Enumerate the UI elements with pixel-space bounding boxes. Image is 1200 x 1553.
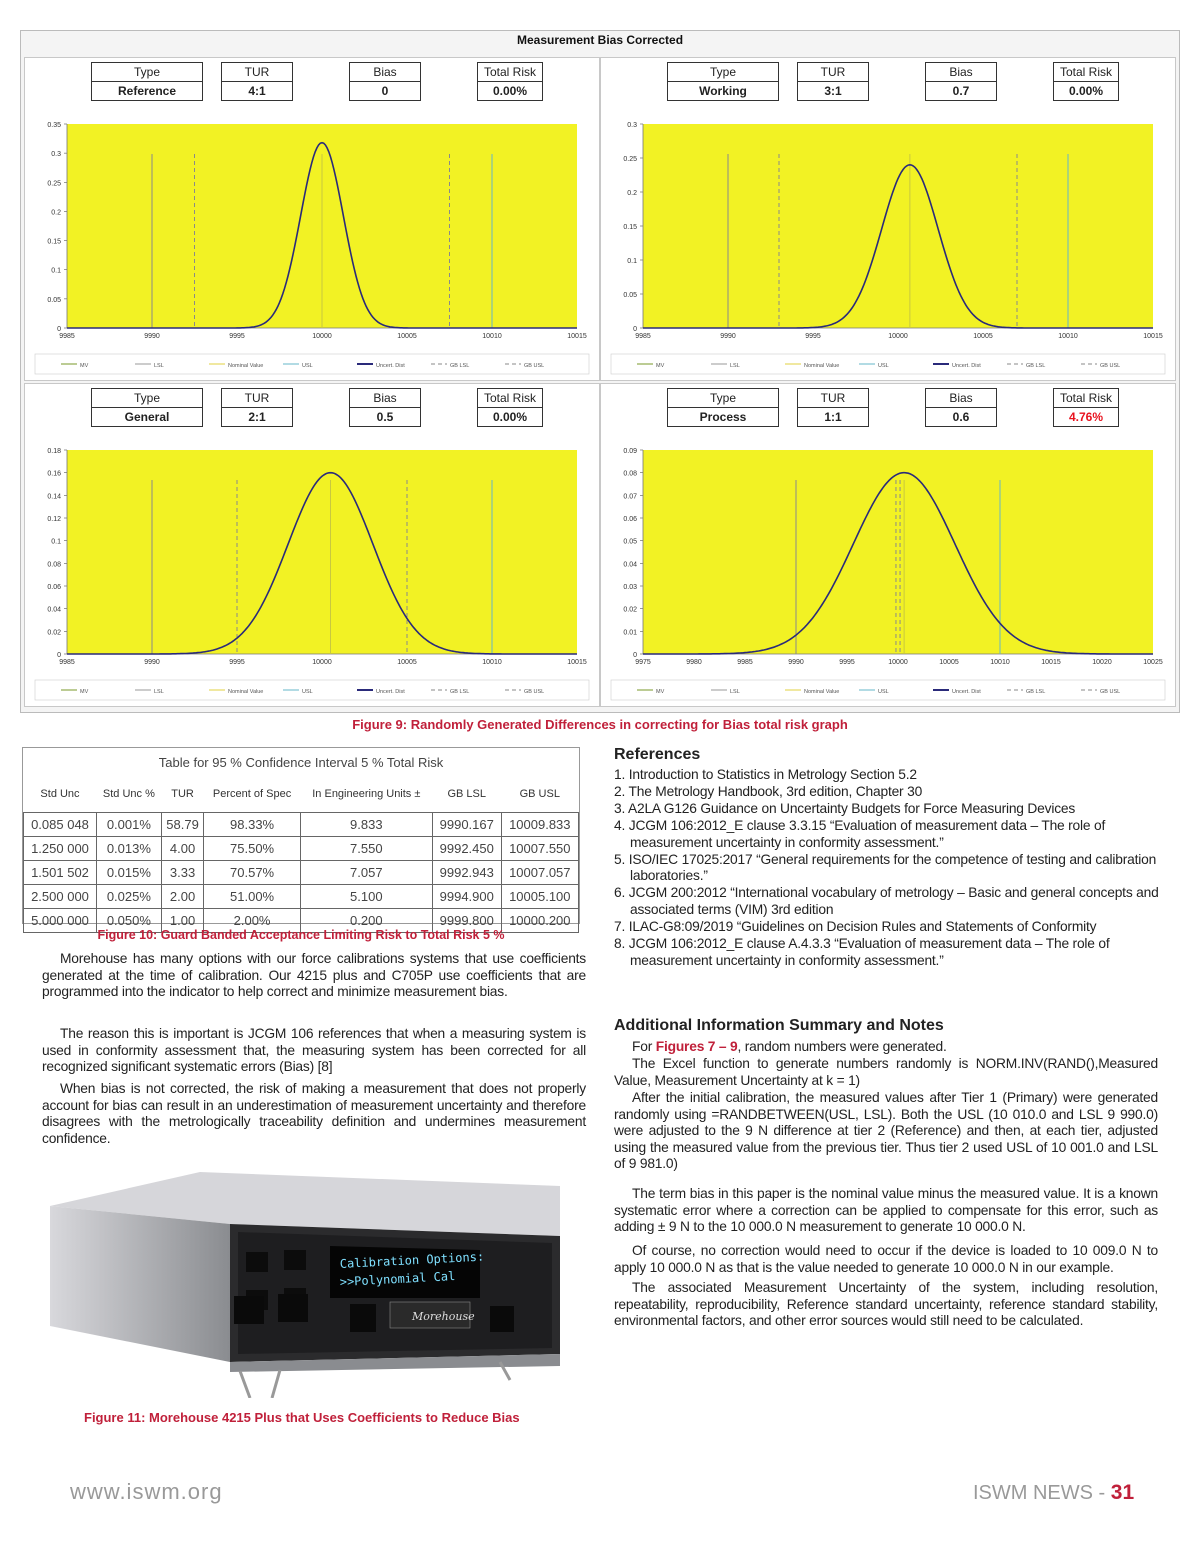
- reference-item: 4. JCGM 106:2012_E clause 3.3.15 “Evaluation of measurement data – The role of measurement uncertainty in conformity assessment.”: [614, 817, 1106, 850]
- x-tick-label: 10025: [1143, 659, 1163, 666]
- table-cell: 1.250 000: [24, 837, 97, 861]
- info-box-value: 0.7: [952, 84, 970, 98]
- footer-publication: ISWM NEWS - 31: [973, 1481, 1135, 1504]
- body-paragraph-1: Morehouse has many options with our force calibrations systems that use coefficients generated at the time of calibration. Our 4215 plus and C705P use coefficients that are programmed into the indicator to help correct and minimize measurement bias.: [42, 951, 586, 1000]
- plot-area: [67, 450, 577, 654]
- legend-label: Nominal Value: [804, 689, 840, 695]
- info-box-header: TUR: [798, 63, 868, 82]
- x-tick-label: 10000: [312, 333, 332, 340]
- info-box-header: Total Risk: [478, 63, 542, 82]
- reset-button: [284, 1250, 306, 1270]
- table-cell: 58.79: [161, 813, 204, 837]
- info-box-value: 4.76%: [1068, 410, 1104, 424]
- info-box-value: 0.5: [376, 410, 394, 424]
- table-header-cell: TUR: [171, 787, 194, 800]
- table-cell: 10000.200: [501, 909, 578, 933]
- info-box-header: Type: [668, 63, 778, 82]
- y-tick-label: 0.05: [623, 538, 637, 546]
- legend-label: Nominal Value: [804, 363, 840, 369]
- table-cell: 9992.450: [432, 837, 501, 861]
- additional-paragraph-6: The associated Measurement Uncertainty of the system, including resolution, repeatability, reproducibility, Reference standard uncertainty, reference standard stability, environmental factors, and other error sources would still need to be calculated.: [614, 1280, 1158, 1329]
- info-box-header: Bias: [350, 63, 420, 82]
- risk-chart-reference: [24, 57, 600, 381]
- table-cell: 9990.167: [432, 813, 501, 837]
- x-tick-label: 10010: [482, 659, 502, 666]
- y-tick-label: 0.15: [623, 224, 637, 231]
- y-tick-label: 0.1: [51, 267, 61, 275]
- x-tick-label: 10015: [1143, 333, 1163, 340]
- info-box-value: Process: [699, 410, 747, 424]
- info-box-header: Type: [92, 389, 202, 408]
- y-tick-label: 0.07: [623, 493, 637, 501]
- x-tick-label: 10010: [990, 659, 1010, 666]
- legend-label: GB USL: [524, 363, 545, 369]
- figure-10-table: [22, 747, 580, 928]
- x-tick-label: 9975: [635, 659, 651, 666]
- reference-item: 8. JCGM 106:2012_E clause A.4.3.3 “Evaluation of measurement data – The role of measurement uncertainty in conformity assessment.”: [614, 936, 1110, 968]
- legend-label: Uncert. Dist: [376, 363, 405, 369]
- table-cell: 10007.057: [501, 861, 578, 885]
- figure-10-caption: Figure 10: Guard Banded Acceptance Limiting Risk to Total Risk 5 %: [97, 928, 505, 942]
- view-button: [234, 1296, 264, 1324]
- info-box-value: General: [124, 410, 170, 424]
- info-box-value: Reference: [117, 84, 177, 98]
- table-title: Table for 95 % Confidence Interval 5 % Total Risk: [158, 754, 444, 770]
- y-tick-label: 0.14: [47, 493, 61, 501]
- y-tick-label: 0.1: [627, 258, 637, 265]
- table-cell: 3.33: [161, 861, 204, 885]
- legend-label: GB LSL: [1026, 363, 1046, 369]
- y-tick-label: 0.2: [51, 209, 61, 217]
- y-tick-label: 0.09: [623, 448, 637, 455]
- y-tick-label: 0.04: [623, 561, 637, 569]
- table-cell: 75.50%: [204, 837, 300, 861]
- plot-area: [643, 450, 1153, 654]
- legend-label: GB LSL: [450, 689, 470, 695]
- y-tick-label: 0.05: [47, 296, 61, 304]
- y-tick-label: 0.18: [47, 448, 61, 455]
- legend-label: USL: [878, 363, 889, 369]
- additional-info-heading: Additional Information Summary and Notes: [614, 1017, 944, 1034]
- additional-paragraph-2: The Excel function to generate numbers randomly is NORM.INV(RAND(),Measured Value, Measurement Uncertainty at k = 1): [614, 1056, 1158, 1088]
- table-cell: 0.200: [300, 909, 432, 933]
- legend-label: GB LSL: [1026, 689, 1046, 695]
- footer-website[interactable]: www.iswm.org: [70, 1479, 223, 1504]
- table-cell: 0.001%: [97, 813, 162, 837]
- tare-button: [246, 1252, 268, 1272]
- chart-svg: [601, 58, 1175, 380]
- x-tick-label: 9985: [59, 333, 75, 340]
- y-tick-label: 0: [633, 326, 637, 333]
- table-cell: 9.833: [300, 813, 432, 837]
- reference-item: 1. Introduction to Statistics in Metrology Section 5.2: [614, 767, 917, 782]
- info-box-value: 0.00%: [492, 410, 528, 424]
- legend-label: MV: [80, 363, 89, 369]
- info-box-value: Working: [699, 84, 747, 98]
- x-tick-label: 9985: [737, 659, 753, 666]
- y-tick-label: 0: [57, 326, 61, 333]
- legend-label: GB USL: [524, 689, 545, 695]
- x-tick-label: 10005: [397, 333, 417, 340]
- brand-logo: Morehouse: [412, 1310, 475, 1323]
- table-cell: 1.501 502: [24, 861, 97, 885]
- y-tick-label: 0.01: [623, 629, 637, 637]
- y-tick-label: 0: [633, 652, 637, 659]
- y-tick-label: 0.06: [623, 516, 637, 523]
- reference-item: 5. ISO/IEC 17025:2017 “General requirements for the competence of testing and calibration laboratories.”: [614, 851, 1157, 884]
- y-tick-label: 0: [57, 652, 61, 659]
- figures-reference-link[interactable]: Figures 7 – 9: [655, 1039, 738, 1054]
- x-tick-label: 9985: [635, 333, 651, 340]
- x-tick-label: 9995: [805, 333, 821, 340]
- reference-item: 3. A2LA G126 Guidance on Uncertainty Budgets for Force Measuring Devices: [614, 800, 1076, 816]
- chart-svg: [25, 58, 599, 380]
- x-tick-label: 10010: [1058, 333, 1078, 340]
- risk-chart-working: [600, 57, 1176, 381]
- y-tick-label: 0.25: [623, 156, 637, 163]
- y-tick-label: 0.35: [47, 122, 61, 129]
- table-row: [24, 837, 579, 861]
- page-number: 31: [1110, 1481, 1135, 1504]
- legend-label: USL: [302, 363, 313, 369]
- x-tick-label: 10005: [397, 659, 417, 666]
- legend-label: Uncert. Dist: [952, 689, 981, 695]
- x-tick-label: 10000: [312, 659, 332, 666]
- x-tick-label: 9995: [229, 333, 245, 340]
- x-tick-label: 9990: [788, 659, 804, 666]
- info-box-header: Total Risk: [478, 389, 542, 408]
- info-box-header: Type: [668, 389, 778, 408]
- x-tick-label: 10020: [1092, 659, 1112, 666]
- x-tick-label: 9990: [144, 659, 160, 666]
- enter-button: [490, 1306, 514, 1332]
- legend-label: Nominal Value: [228, 689, 264, 695]
- reference-item: 7. ILAC-G8:09/2019 “Guidelines on Decision Rules and Statements of Conformity: [614, 919, 1097, 935]
- references-heading: References: [614, 746, 701, 763]
- risk-chart-general: [24, 383, 600, 707]
- x-tick-label: 10005: [939, 659, 959, 666]
- y-tick-label: 0.16: [47, 470, 61, 478]
- x-tick-label: 9995: [839, 659, 855, 666]
- additional-paragraph-5: Of course, no correction would need to occur if the device is loaded to 10 009.0 N to apply 10 000.0 N as that is the value needed to generate 10 000.0 N in our example.: [614, 1243, 1158, 1275]
- x-tick-label: 10015: [1041, 659, 1061, 666]
- table-cell: 9994.900: [432, 885, 501, 909]
- additional-paragraph-4: The term bias in this paper is the nominal value minus the measured value. It is a known systematic error where a correction can be applied to compensate for this error, such as adding ± 9 N to the 10 000.0 N measurement to generate 10 000.0 N.: [614, 1186, 1158, 1235]
- figure-11-caption: Figure 11: Morehouse 4215 Plus that Uses Coefficients to Reduce Bias: [84, 1410, 520, 1425]
- table-cell: 10005.100: [501, 885, 578, 909]
- menu-button: [350, 1304, 376, 1332]
- info-box-value: 0.6: [952, 410, 970, 424]
- y-tick-label: 0.03: [623, 584, 637, 591]
- info-box-value: 4:1: [248, 84, 266, 98]
- x-tick-label: 9985: [59, 659, 75, 666]
- y-tick-label: 0.1: [51, 538, 61, 546]
- table-cell: 7.057: [300, 861, 432, 885]
- table-cell: 5.000 000: [24, 909, 97, 933]
- legend-label: GB LSL: [450, 363, 470, 369]
- table-cell: 10009.833: [501, 813, 578, 837]
- info-box-header: TUR: [798, 389, 868, 408]
- legend-label: LSL: [730, 363, 740, 369]
- legend-label: LSL: [154, 363, 164, 369]
- table-header-cell: In Engineering Units ±: [312, 787, 421, 800]
- info-box-header: Bias: [926, 63, 996, 82]
- figure-9-caption: Figure 9: Randomly Generated Differences in correcting for Bias total risk graph: [352, 717, 848, 732]
- legend-label: MV: [80, 689, 89, 695]
- table-cell: 0.013%: [97, 837, 162, 861]
- table-cell: 4.00: [161, 837, 204, 861]
- x-tick-label: 10000: [888, 333, 908, 340]
- display-line-1: Calibration Options:: [339, 1249, 485, 1271]
- legend-label: MV: [656, 689, 665, 695]
- reference-item: 6. JCGM 200:2012 “International vocabulary of metrology – Basic and general concepts and associated terms (VIM) 3rd edition: [614, 885, 1159, 918]
- legend-label: GB USL: [1100, 363, 1121, 369]
- table-cell: 7.550: [300, 837, 432, 861]
- table-cell: 98.33%: [204, 813, 300, 837]
- x-tick-label: 9990: [720, 333, 736, 340]
- table-cell: 0.050%: [97, 909, 162, 933]
- legend-label: Uncert. Dist: [376, 689, 405, 695]
- info-box-value: 1:1: [824, 410, 842, 424]
- table-cell: 5.100: [300, 885, 432, 909]
- table-cell: 70.57%: [204, 861, 300, 885]
- y-tick-label: 0.2: [627, 190, 637, 197]
- legend-label: USL: [302, 689, 313, 695]
- table-cell: 1.00: [161, 909, 204, 933]
- info-box-value: 0.00%: [1068, 84, 1104, 98]
- table-header-cell: GB USL: [519, 787, 560, 800]
- additional-paragraph-1: For Figures 7 – 9, random numbers were generated.: [632, 1039, 947, 1054]
- info-box-value: 3:1: [824, 84, 842, 98]
- table-cell: 0.015%: [97, 861, 162, 885]
- legend-label: MV: [656, 363, 665, 369]
- x-tick-label: 10005: [973, 333, 993, 340]
- y-tick-label: 0.08: [623, 470, 637, 478]
- y-tick-label: 0.04: [47, 606, 61, 614]
- additional-paragraph-3: After the initial calibration, the measured values after Tier 1 (Primary) were generated randomly using =RANDBETWEEN(USL, LSL). Both the USL (10 010.0 and LSL 9 990.0) were adjusted to the 9 N difference at tier 2 (Reference) and then, at each tier, adjusted using the measured value from the previous tier. Thus tier 2 used USL of 10 001.0 and LSL of 9 981.0): [614, 1090, 1158, 1172]
- legend-label: LSL: [730, 689, 740, 695]
- table-cell: 2.00%: [204, 909, 300, 933]
- table-cell: 2.500 000: [24, 885, 97, 909]
- info-box-header: Type: [92, 63, 202, 82]
- plot-area: [643, 124, 1153, 328]
- x-tick-label: 10015: [567, 333, 587, 340]
- info-box-header: TUR: [222, 63, 292, 82]
- y-tick-label: 0.15: [47, 238, 61, 246]
- x-tick-label: 9980: [686, 659, 702, 666]
- info-box-header: Bias: [350, 389, 420, 408]
- chart-svg: [25, 384, 599, 706]
- info-box-header: Total Risk: [1054, 63, 1118, 82]
- table-cell: 9999.800: [432, 909, 501, 933]
- display-line-2: >>Polynomial Cal: [339, 1268, 456, 1289]
- y-tick-label: 0.25: [47, 180, 61, 188]
- legend-label: Nominal Value: [228, 363, 264, 369]
- legend-label: Uncert. Dist: [952, 363, 981, 369]
- table-row: [24, 861, 579, 885]
- info-box-header: TUR: [222, 389, 292, 408]
- table-cell: 51.00%: [204, 885, 300, 909]
- table-header-cell: Percent of Spec: [212, 787, 292, 800]
- table-row: [24, 813, 579, 837]
- legend-label: LSL: [154, 689, 164, 695]
- x-tick-label: 9990: [144, 333, 160, 340]
- table-cell: 0.025%: [97, 885, 162, 909]
- y-tick-label: 0.08: [47, 561, 61, 569]
- x-tick-label: 9995: [229, 659, 245, 666]
- info-box-value: 2:1: [248, 410, 266, 424]
- references-list: [614, 767, 1159, 970]
- figure-9-panel: [20, 30, 1180, 713]
- y-tick-label: 0.06: [47, 584, 61, 591]
- table-header-cell: Std Unc: [40, 787, 80, 800]
- table-header-cell: Std Unc %: [102, 787, 155, 800]
- legend-label: GB USL: [1100, 689, 1121, 695]
- x-tick-label: 10015: [567, 659, 587, 666]
- info-box-value: 0: [381, 84, 389, 98]
- x-tick-label: 10000: [888, 659, 908, 666]
- table-header-cell: GB LSL: [447, 787, 487, 800]
- body-paragraph-2: The reason this is important is JCGM 106 references that when a measuring system is used in conformity assessment that, the measuring system has been corrected for all recognized significant systematic errors (Bias) [8]: [42, 1026, 586, 1075]
- y-tick-label: 0.02: [47, 629, 61, 637]
- y-tick-label: 0.3: [627, 122, 637, 129]
- x-tick-label: 10010: [482, 333, 502, 340]
- y-tick-label: 0.3: [51, 151, 61, 159]
- y-tick-label: 0.02: [623, 606, 637, 614]
- info-box-header: Total Risk: [1054, 389, 1118, 408]
- legend-label: USL: [878, 689, 889, 695]
- y-tick-label: 0.12: [47, 516, 61, 523]
- info-box-header: Bias: [926, 389, 996, 408]
- table-cell: 9992.943: [432, 861, 501, 885]
- table-cell: 0.085 048: [24, 813, 97, 837]
- reference-item: 2. The Metrology Handbook, 3rd edition, Chapter 30: [614, 783, 923, 799]
- table-cell: 10007.550: [501, 837, 578, 861]
- y-tick-label: 0.05: [623, 292, 637, 299]
- body-paragraph-3: When bias is not corrected, the risk of making a measurement that does not properly account for bias can result in an underestimation of measurement uncertainty and therefore disagrees with the metrologically traceability definition and undermines measurement confidence.: [42, 1081, 586, 1146]
- figure-9-title: Measurement Bias Corrected: [516, 33, 684, 47]
- risk-chart-process: [600, 383, 1176, 707]
- esc-button: [278, 1294, 308, 1322]
- morehouse-4215-indicator-photo: [40, 1166, 560, 1398]
- table-cell: 2.00: [161, 885, 204, 909]
- table-row: [24, 885, 579, 909]
- chart-svg: [601, 384, 1175, 706]
- info-box-value: 0.00%: [492, 84, 528, 98]
